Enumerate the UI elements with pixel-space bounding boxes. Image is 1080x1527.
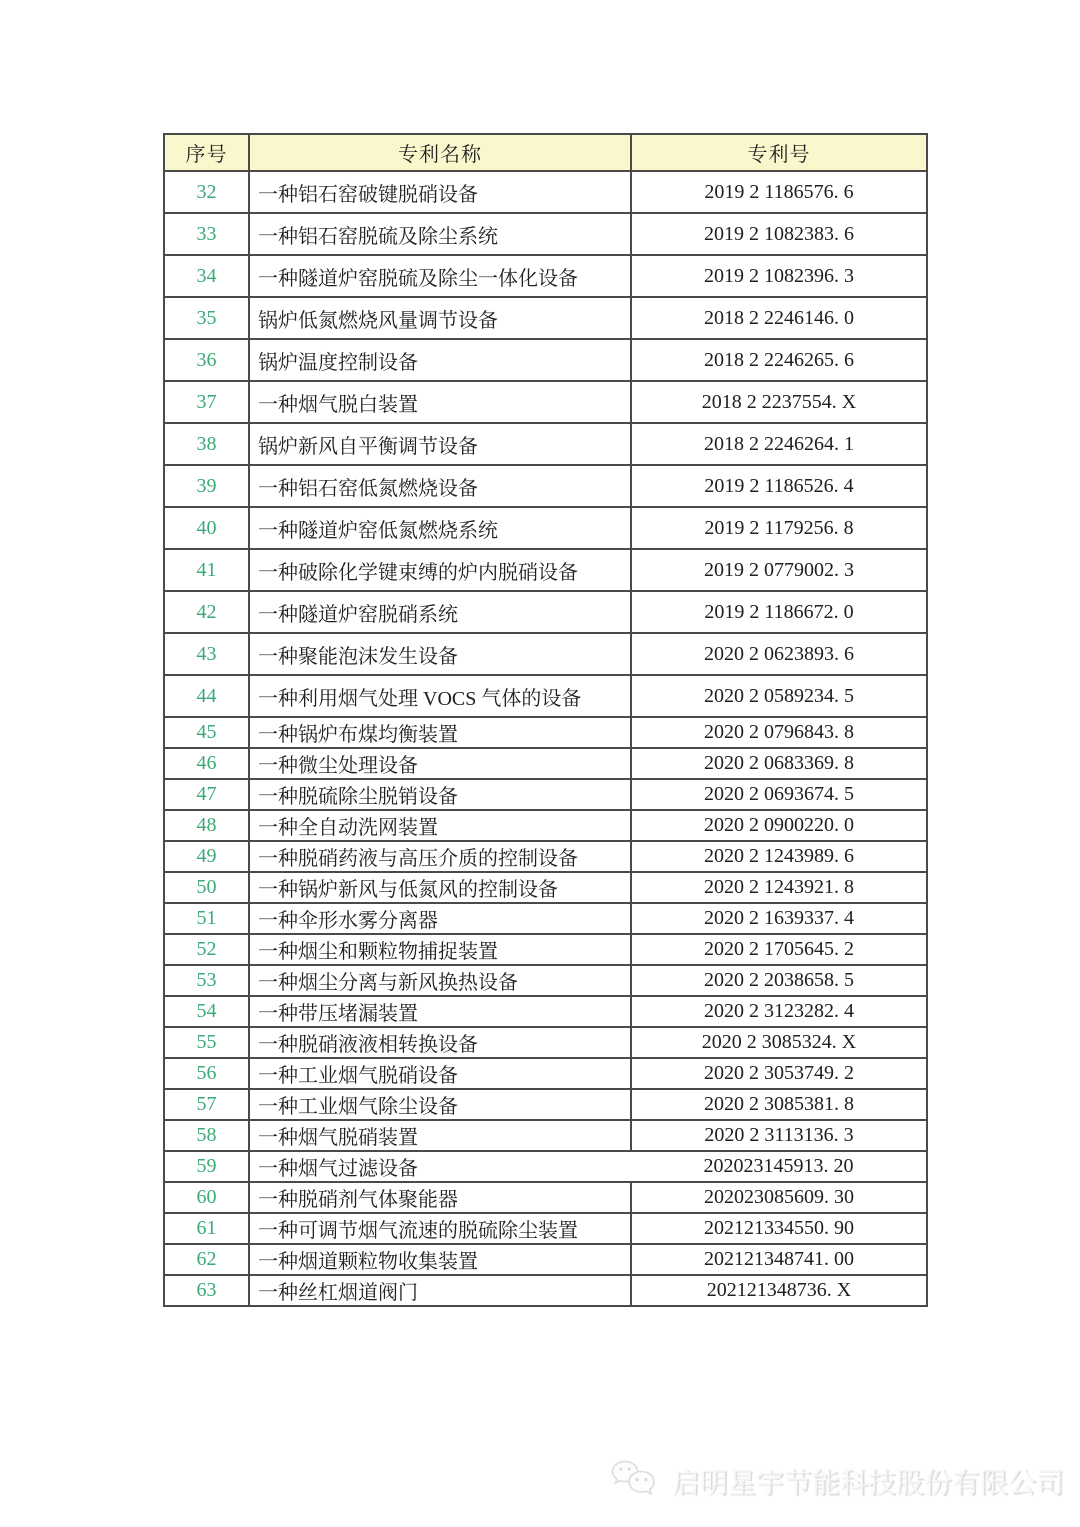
- table-header-row: [164, 134, 927, 171]
- table-row: [164, 1182, 927, 1213]
- patent-number-cell: 2019 2 1179256. 8: [631, 507, 927, 549]
- patent-number-cell: 2020 2 0796843. 8: [631, 717, 927, 748]
- patent-number-cell: 2018 2 2237554. X: [631, 381, 927, 423]
- patent-number-cell: 2020 2 0693674. 5: [631, 779, 927, 810]
- patent-name-cell: 锅炉新风自平衡调节设备: [249, 423, 631, 465]
- patent-number-cell: 2020 2 3123282. 4: [631, 996, 927, 1027]
- table-row: [164, 996, 927, 1027]
- table-row: [164, 1151, 927, 1182]
- table-row: [164, 507, 927, 549]
- table-row: [164, 213, 927, 255]
- serial-cell: 56: [164, 1058, 249, 1089]
- patent-table: [163, 133, 928, 1307]
- serial-cell: 33: [164, 213, 249, 255]
- serial-cell: 42: [164, 591, 249, 633]
- patent-number-cell: 2018 2 2246265. 6: [631, 339, 927, 381]
- patent-name-cell: 一种锅炉布煤均衡装置: [249, 717, 631, 748]
- table-row: [164, 810, 927, 841]
- patent-number-cell: 202121348741. 00: [631, 1244, 927, 1275]
- patent-name-cell: 一种脱硝剂气体聚能器: [249, 1182, 631, 1213]
- serial-cell: 57: [164, 1089, 249, 1120]
- serial-cell: 54: [164, 996, 249, 1027]
- serial-cell: 58: [164, 1120, 249, 1151]
- serial-cell: 55: [164, 1027, 249, 1058]
- watermark: [610, 1455, 1064, 1507]
- patent-name-cell: 锅炉温度控制设备: [249, 339, 631, 381]
- serial-cell: 38: [164, 423, 249, 465]
- table-row: [164, 965, 927, 996]
- patent-number-cell: 2020 2 3085324. X: [631, 1027, 927, 1058]
- serial-cell: 41: [164, 549, 249, 591]
- serial-cell: 47: [164, 779, 249, 810]
- patent-number-cell: 2020 2 1243989. 6: [631, 841, 927, 872]
- patent-number-cell: 202023145913. 20: [631, 1151, 927, 1182]
- serial-cell: 43: [164, 633, 249, 675]
- patent-number-cell: 2020 2 1639337. 4: [631, 903, 927, 934]
- serial-cell: 52: [164, 934, 249, 965]
- patent-number-cell: 2020 2 0623893. 6: [631, 633, 927, 675]
- table-row: [164, 779, 927, 810]
- patent-number-cell: 202121348736. X: [631, 1275, 927, 1306]
- patent-name-cell: 一种铝石窑低氮燃烧设备: [249, 465, 631, 507]
- patent-name-cell: 一种隧道炉窑脱硝系统: [249, 591, 631, 633]
- patent-name-cell: 一种烟道颗粒物收集装置: [249, 1244, 631, 1275]
- patent-name-cell: 一种脱硝液液相转换设备: [249, 1027, 631, 1058]
- patent-name-cell: 一种可调节烟气流速的脱硫除尘装置: [249, 1213, 631, 1244]
- serial-cell: 40: [164, 507, 249, 549]
- patent-name-cell: 一种烟尘分离与新风换热设备: [249, 965, 631, 996]
- table-row: [164, 171, 927, 213]
- serial-cell: 32: [164, 171, 249, 213]
- table-row: [164, 748, 927, 779]
- patent-number-cell: 202121334550. 90: [631, 1213, 927, 1244]
- patent-table-body: [164, 171, 927, 1306]
- header-serial: 序号: [164, 134, 249, 171]
- table-row: [164, 934, 927, 965]
- patent-number-cell: 2019 2 0779002. 3: [631, 549, 927, 591]
- serial-cell: 34: [164, 255, 249, 297]
- patent-name-cell: 一种微尘处理设备: [249, 748, 631, 779]
- table-row: [164, 1027, 927, 1058]
- patent-name-cell: 一种丝杠烟道阀门: [249, 1275, 631, 1306]
- serial-cell: 62: [164, 1244, 249, 1275]
- patent-number-cell: 2019 2 1186672. 0: [631, 591, 927, 633]
- watermark-company-name: 启明星宇节能科技股份有限公司: [672, 1467, 1065, 1498]
- patent-name-cell: 一种锅炉新风与低氮风的控制设备: [249, 872, 631, 903]
- patent-name-cell: 一种工业烟气除尘设备: [249, 1089, 631, 1120]
- patent-name-cell: 一种破除化学键束缚的炉内脱硝设备: [249, 549, 631, 591]
- patent-number-cell: 2020 2 3085381. 8: [631, 1089, 927, 1120]
- serial-cell: 44: [164, 675, 249, 717]
- patent-name-cell: 一种带压堵漏装置: [249, 996, 631, 1027]
- header-patent-number: 专利号: [631, 134, 927, 171]
- table-row: [164, 1058, 927, 1089]
- table-row: [164, 1244, 927, 1275]
- patent-number-cell: 2020 2 2038658. 5: [631, 965, 927, 996]
- table-row: [164, 1213, 927, 1244]
- patent-name-cell: 一种伞形水雾分离器: [249, 903, 631, 934]
- patent-number-cell: 202023085609. 30: [631, 1182, 927, 1213]
- table-row: [164, 297, 927, 339]
- patent-number-cell: 2020 2 3053749. 2: [631, 1058, 927, 1089]
- serial-cell: 61: [164, 1213, 249, 1244]
- patent-name-cell: 一种脱硫除尘脱销设备: [249, 779, 631, 810]
- patent-name-cell: 一种烟尘和颗粒物捕捉装置: [249, 934, 631, 965]
- patent-name-cell: 一种隧道炉窑低氮燃烧系统: [249, 507, 631, 549]
- serial-cell: 51: [164, 903, 249, 934]
- patent-name-cell: 锅炉低氮燃烧风量调节设备: [249, 297, 631, 339]
- table-row: [164, 591, 927, 633]
- serial-cell: 39: [164, 465, 249, 507]
- patent-number-cell: 2020 2 0683369. 8: [631, 748, 927, 779]
- serial-cell: 63: [164, 1275, 249, 1306]
- patent-number-cell: 2020 2 1705645. 2: [631, 934, 927, 965]
- table-row: [164, 903, 927, 934]
- serial-cell: 53: [164, 965, 249, 996]
- table-row: [164, 872, 927, 903]
- table-row: [164, 255, 927, 297]
- patent-name-cell: 一种烟气脱硝装置: [249, 1120, 631, 1151]
- patent-number-cell: 2018 2 2246264. 1: [631, 423, 927, 465]
- patent-number-cell: 2020 2 3113136. 3: [631, 1120, 927, 1151]
- table-row: [164, 1089, 927, 1120]
- patent-number-cell: 2020 2 0589234. 5: [631, 675, 927, 717]
- patent-number-cell: 2018 2 2246146. 0: [631, 297, 927, 339]
- header-patent-name: 专利名称: [249, 134, 631, 171]
- patent-name-cell: 一种聚能泡沫发生设备: [249, 633, 631, 675]
- serial-cell: 37: [164, 381, 249, 423]
- patent-name-cell: 一种烟气脱白装置: [249, 381, 631, 423]
- serial-cell: 46: [164, 748, 249, 779]
- patent-name-cell: 一种工业烟气脱硝设备: [249, 1058, 631, 1089]
- patent-name-cell: 一种铝石窑脱硫及除尘系统: [249, 213, 631, 255]
- table-row: [164, 549, 927, 591]
- serial-cell: 35: [164, 297, 249, 339]
- serial-cell: 60: [164, 1182, 249, 1213]
- table-row: [164, 465, 927, 507]
- table-row: [164, 717, 927, 748]
- serial-cell: 36: [164, 339, 249, 381]
- patent-number-cell: 2019 2 1082396. 3: [631, 255, 927, 297]
- wechat-icon: [610, 1459, 660, 1503]
- patent-number-cell: 2019 2 1082383. 6: [631, 213, 927, 255]
- serial-cell: 45: [164, 717, 249, 748]
- patent-name-cell: 一种隧道炉窑脱硫及除尘一体化设备: [249, 255, 631, 297]
- table-row: [164, 339, 927, 381]
- table-row: [164, 841, 927, 872]
- table-row: [164, 633, 927, 675]
- serial-cell: 48: [164, 810, 249, 841]
- patent-name-cell: 一种全自动洗网装置: [249, 810, 631, 841]
- table-row: [164, 423, 927, 465]
- table-row: [164, 1120, 927, 1151]
- table-row: [164, 1275, 927, 1306]
- patent-number-cell: 2019 2 1186526. 4: [631, 465, 927, 507]
- serial-cell: 50: [164, 872, 249, 903]
- patent-number-cell: 2020 2 1243921. 8: [631, 872, 927, 903]
- patent-name-cell: 一种烟气过滤设备: [249, 1151, 631, 1182]
- serial-cell: 49: [164, 841, 249, 872]
- table-row: [164, 381, 927, 423]
- patent-name-cell: 一种脱硝药液与高压介质的控制设备: [249, 841, 631, 872]
- patent-number-cell: 2019 2 1186576. 6: [631, 171, 927, 213]
- patent-name-cell: 一种铝石窑破键脱硝设备: [249, 171, 631, 213]
- table-row: [164, 675, 927, 717]
- patent-number-cell: 2020 2 0900220. 0: [631, 810, 927, 841]
- patent-name-cell: 一种利用烟气处理 VOCS 气体的设备: [249, 675, 631, 717]
- serial-cell: 59: [164, 1151, 249, 1182]
